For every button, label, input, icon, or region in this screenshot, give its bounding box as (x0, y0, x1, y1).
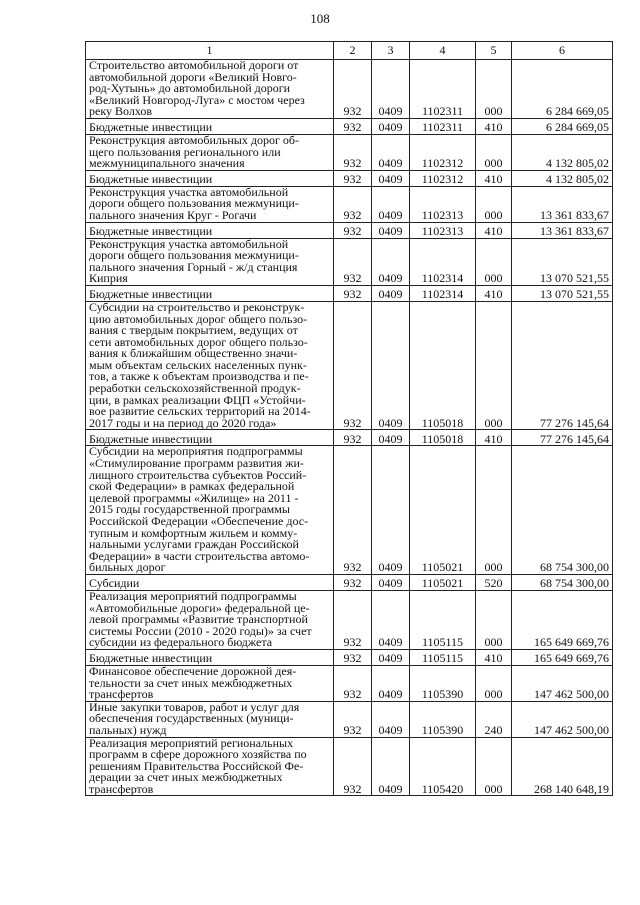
table-row (86, 301, 613, 430)
ministry-code: 932 (334, 60, 372, 119)
header-row (86, 42, 613, 60)
ministry-code: 932 (334, 186, 372, 222)
table-row (86, 737, 613, 796)
section-code: 0409 (372, 186, 410, 222)
amount: 147 462 500,00 (512, 701, 613, 737)
expense-type-code: 410 (476, 222, 512, 238)
expense-type-code: 520 (476, 574, 512, 590)
ministry-code: 932 (334, 665, 372, 701)
section-code: 0409 (372, 222, 410, 238)
expense-type-code: 000 (476, 737, 512, 796)
amount: 68 754 300,00 (512, 574, 613, 590)
amount: 13 361 833,67 (512, 186, 613, 222)
item-name: Бюджетные инвестиции (86, 649, 334, 665)
expense-type-code: 410 (476, 285, 512, 301)
section-code: 0409 (372, 574, 410, 590)
header-cell: 5 (476, 42, 512, 60)
target-code: 1102313 (410, 186, 476, 222)
expense-type-code: 410 (476, 118, 512, 134)
item-name: Субсидии на строительство и реконструк- цию автомобильных дорог общего пользо- вания с твердым покрытием, ведущих от сети автомобильных дорог общего пользо- вания к ближайшим общественно значи- мым объектам сельских населенных пунк- тов, а также к объектам производства и пе- реработки сельскохозяйственной продук- ции, в рамках реализации ФЦП «Устойчи- вое развитие сельских территорий на 2014- 2017 годы и на период до 2020 года» (86, 301, 334, 430)
item-name: Бюджетные инвестиции (86, 118, 334, 134)
amount: 165 649 669,76 (512, 590, 613, 649)
expense-type-code: 000 (476, 446, 512, 575)
target-code: 1105018 (410, 430, 476, 446)
ministry-code: 932 (334, 430, 372, 446)
ministry-code: 932 (334, 301, 372, 430)
target-code: 1102312 (410, 170, 476, 186)
expense-type-code: 000 (476, 301, 512, 430)
amount: 165 649 669,76 (512, 649, 613, 665)
section-code: 0409 (372, 134, 410, 170)
section-code: 0409 (372, 118, 410, 134)
section-code: 0409 (372, 737, 410, 796)
table-row (86, 665, 613, 701)
amount: 4 132 805,02 (512, 170, 613, 186)
amount: 13 070 521,55 (512, 238, 613, 285)
section-code: 0409 (372, 430, 410, 446)
amount: 77 276 145,64 (512, 301, 613, 430)
expense-type-code: 000 (476, 134, 512, 170)
ministry-code: 932 (334, 574, 372, 590)
section-code: 0409 (372, 649, 410, 665)
amount: 4 132 805,02 (512, 134, 613, 170)
item-name: Бюджетные инвестиции (86, 170, 334, 186)
ministry-code: 932 (334, 446, 372, 575)
amount: 6 284 669,05 (512, 60, 613, 119)
item-name: Реконструкция участка автомобильной дороги общего пользования межмуници- пального значения Горный - ж/д станция Киприя (86, 238, 334, 285)
section-code: 0409 (372, 285, 410, 301)
ministry-code: 932 (334, 701, 372, 737)
item-name: Реализация мероприятий подпрограммы «Автомобильные дороги» федеральной це- левой программы «Развитие транспортной системы России (2010 - 2020 годы)» за счет субсидии из федерального бюджета (86, 590, 334, 649)
table-row (86, 222, 613, 238)
table-row (86, 238, 613, 285)
ministry-code: 932 (334, 238, 372, 285)
header-cell: 3 (372, 42, 410, 60)
target-code: 1102311 (410, 60, 476, 119)
expense-type-code: 000 (476, 590, 512, 649)
section-code: 0409 (372, 301, 410, 430)
table-row (86, 446, 613, 575)
header-cell: 4 (410, 42, 476, 60)
target-code: 1102314 (410, 285, 476, 301)
item-name: Бюджетные инвестиции (86, 430, 334, 446)
section-code: 0409 (372, 170, 410, 186)
item-name: Реконструкция автомобильных дорог об- щего пользования регионального или межмуниципального значения (86, 134, 334, 170)
item-name: Реализация мероприятий региональных программ в сфере дорожного хозяйства по решениям Правительства Российской Фе- дерации за счет иных межбюджетных трансфертов (86, 737, 334, 796)
expense-type-code: 240 (476, 701, 512, 737)
table-row (86, 701, 613, 737)
ministry-code: 932 (334, 222, 372, 238)
expense-type-code: 410 (476, 649, 512, 665)
item-name: Субсидии на мероприятия подпрограммы «Стимулирование программ развития жи- лищного строительства субъектов Россий- ской Федерации» в рамках федеральной целевой программы «Жилище» на 2011 - 2015 годы государственной программы Российской Федерации «Обеспечение дос- тупным и комфортным жильем и комму- нальными услугами граждан Российской Федерации» в части строительства автомо- бильных дорог (86, 446, 334, 575)
expense-type-code: 410 (476, 430, 512, 446)
header-cell: 6 (512, 42, 613, 60)
ministry-code: 932 (334, 285, 372, 301)
header-cell: 1 (86, 42, 334, 60)
amount: 268 140 648,19 (512, 737, 613, 796)
item-name: Иные закупки товаров, работ и услуг для обеспечения государственных (муници- пальных) нужд (86, 701, 334, 737)
section-code: 0409 (372, 60, 410, 119)
table-row (86, 285, 613, 301)
item-name: Субсидии (86, 574, 334, 590)
expense-type-code: 410 (476, 170, 512, 186)
section-code: 0409 (372, 446, 410, 575)
section-code: 0409 (372, 701, 410, 737)
table-row (86, 60, 613, 119)
amount: 77 276 145,64 (512, 430, 613, 446)
section-code: 0409 (372, 238, 410, 285)
item-name: Финансовое обеспечение дорожной дея- тельности за счет иных межбюджетных трансфертов (86, 665, 334, 701)
target-code: 1105115 (410, 590, 476, 649)
table-row (86, 134, 613, 170)
table-row (86, 170, 613, 186)
target-code: 1105021 (410, 446, 476, 575)
expense-type-code: 000 (476, 186, 512, 222)
target-code: 1105420 (410, 737, 476, 796)
expense-type-code: 000 (476, 665, 512, 701)
ministry-code: 932 (334, 590, 372, 649)
ministry-code: 932 (334, 118, 372, 134)
amount: 68 754 300,00 (512, 446, 613, 575)
section-code: 0409 (372, 665, 410, 701)
target-code: 1105115 (410, 649, 476, 665)
table-row (86, 590, 613, 649)
item-name: Строительство автомобильной дороги от автомобильной дороги «Великий Новго- род-Хутынь» до автомобильной дороги «Великий Новгород-Луга» с мостом через реку Волхов (86, 60, 334, 119)
target-code: 1105021 (410, 574, 476, 590)
target-code: 1102311 (410, 118, 476, 134)
ministry-code: 932 (334, 737, 372, 796)
item-name: Бюджетные инвестиции (86, 285, 334, 301)
ministry-code: 932 (334, 134, 372, 170)
header-cell: 2 (334, 42, 372, 60)
amount: 13 070 521,55 (512, 285, 613, 301)
ministry-code: 932 (334, 649, 372, 665)
ministry-code: 932 (334, 170, 372, 186)
target-code: 1105390 (410, 701, 476, 737)
target-code: 1102313 (410, 222, 476, 238)
item-name: Реконструкция участка автомобильной дороги общего пользования межмуници- пального значения Круг - Рогачи (86, 186, 334, 222)
amount: 6 284 669,05 (512, 118, 613, 134)
target-code: 1102314 (410, 238, 476, 285)
amount: 147 462 500,00 (512, 665, 613, 701)
table-row (86, 186, 613, 222)
section-code: 0409 (372, 590, 410, 649)
amount: 13 361 833,67 (512, 222, 613, 238)
expense-type-code: 000 (476, 238, 512, 285)
target-code: 1105390 (410, 665, 476, 701)
expense-type-code: 000 (476, 60, 512, 119)
target-code: 1105018 (410, 301, 476, 430)
budget-table (85, 41, 613, 796)
page-number: 108 (310, 11, 330, 26)
item-name: Бюджетные инвестиции (86, 222, 334, 238)
target-code: 1102312 (410, 134, 476, 170)
